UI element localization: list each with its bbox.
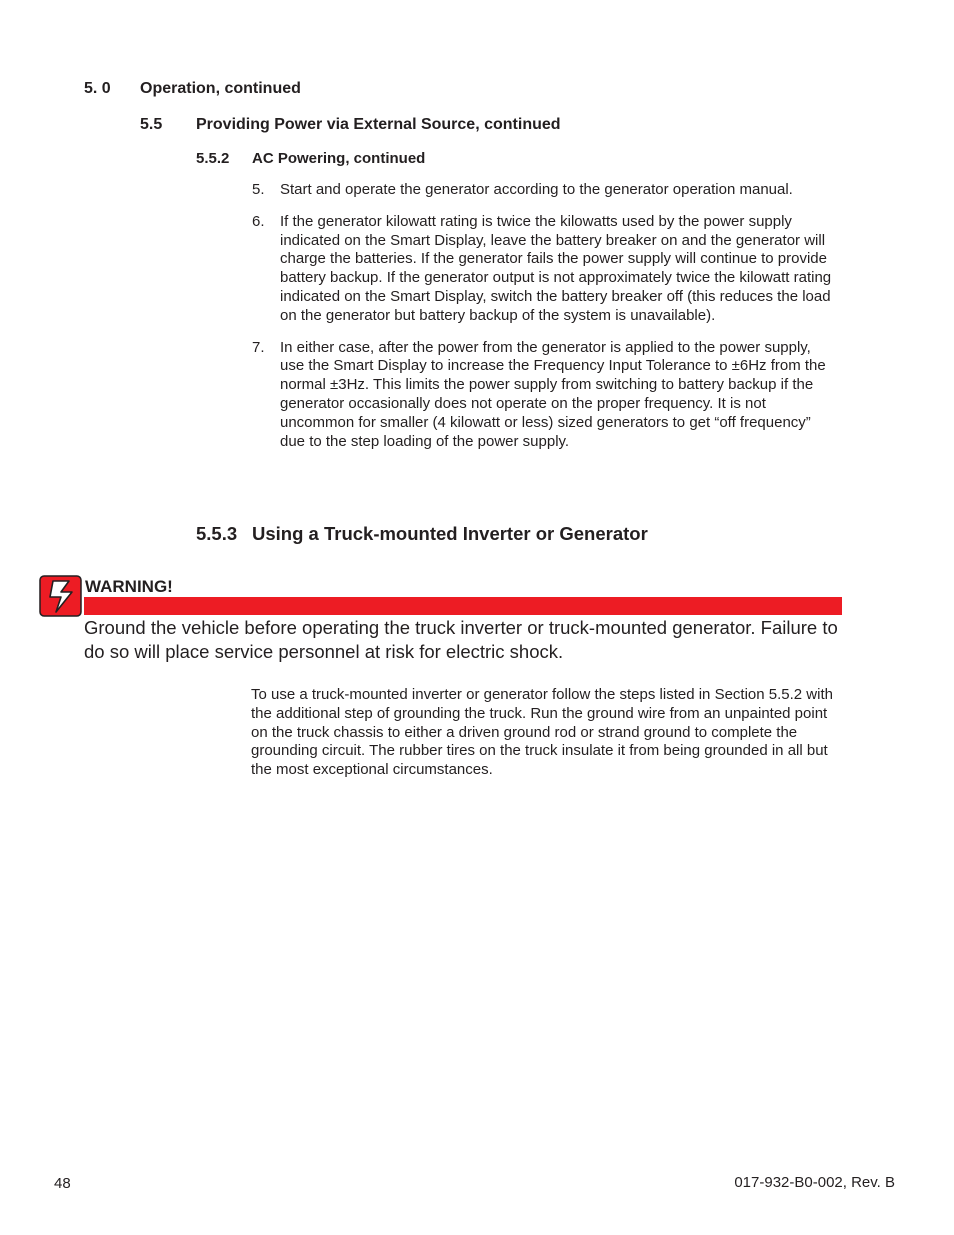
step-item [252, 213, 837, 326]
warning-text: Ground the vehicle before operating the truck inverter or truck-mounted generator. Failure to do so will place service personnel at risk for electric shock. [84, 617, 838, 662]
warning-bar [84, 597, 842, 615]
step-number: 7. [252, 338, 265, 356]
step-text: If the generator kilowatt rating is twice the kilowatts used by the power supply indicated on the Smart Display, leave the battery breaker on and the generator will charge the batteries. If the generator fails the power supply will continue to provide battery backup. If the generator output is not approximately twice the kilowatt rating indicated on the Smart Display, switch the battery breaker off (this reduces the load on the generator but battery backup of the system is unavailable). [280, 212, 832, 324]
step-text: In either case, after the power from the generator is applied to the power supply, use the Smart Display to increase the Frequency Input Tolerance to ±6Hz from the normal ±3Hz. This limits the power supply from switching to battery backup if the generator occasionally does not operate on the proper frequency. It is not uncommon for smaller (4 kilowatt or less) sized generators to get “off frequency” due to the step loading of the power supply. [280, 338, 826, 450]
section-553-number: 5.5.3 [196, 523, 238, 544]
step-item [252, 339, 837, 452]
subsection-number: 5.5 [140, 116, 163, 133]
step-number: 5. [252, 181, 265, 198]
electric-shock-warning-icon [39, 575, 82, 617]
step-list [252, 181, 837, 464]
subsubsection-heading [196, 150, 425, 167]
section-553-title: Using a Truck-mounted Inverter or Generator [252, 523, 648, 544]
section-heading [84, 80, 301, 98]
section-title: Operation, continued [140, 80, 301, 97]
subsubsection-number: 5.5.2 [196, 150, 230, 167]
step-item [252, 181, 837, 200]
page-number: 48 [54, 1175, 71, 1192]
section-553-heading [196, 523, 648, 545]
step-number: 6. [252, 212, 265, 230]
document-id: 017-932-B0-002, Rev. B [734, 1174, 895, 1191]
subsubsection-title: AC Powering, continued [252, 150, 426, 167]
section-number: 5. 0 [84, 80, 111, 97]
subsection-title: Providing Power via External Source, continued [196, 116, 561, 133]
step-text: Start and operate the generator according to the generator operation manual. [280, 181, 793, 198]
subsection-heading [140, 116, 561, 134]
warning-title: WARNING! [85, 577, 173, 596]
body-paragraph: To use a truck-mounted inverter or generator follow the steps listed in Section 5.5.2 with the additional step of grounding the truck. Run the ground wire from an unpainted point on the truck chassis to either a driven ground rod or strand ground to complete the grounding circuit. The rubber tires on the truck insulate it from being grounded in all but the most exceptional circumstances. [251, 686, 833, 779]
